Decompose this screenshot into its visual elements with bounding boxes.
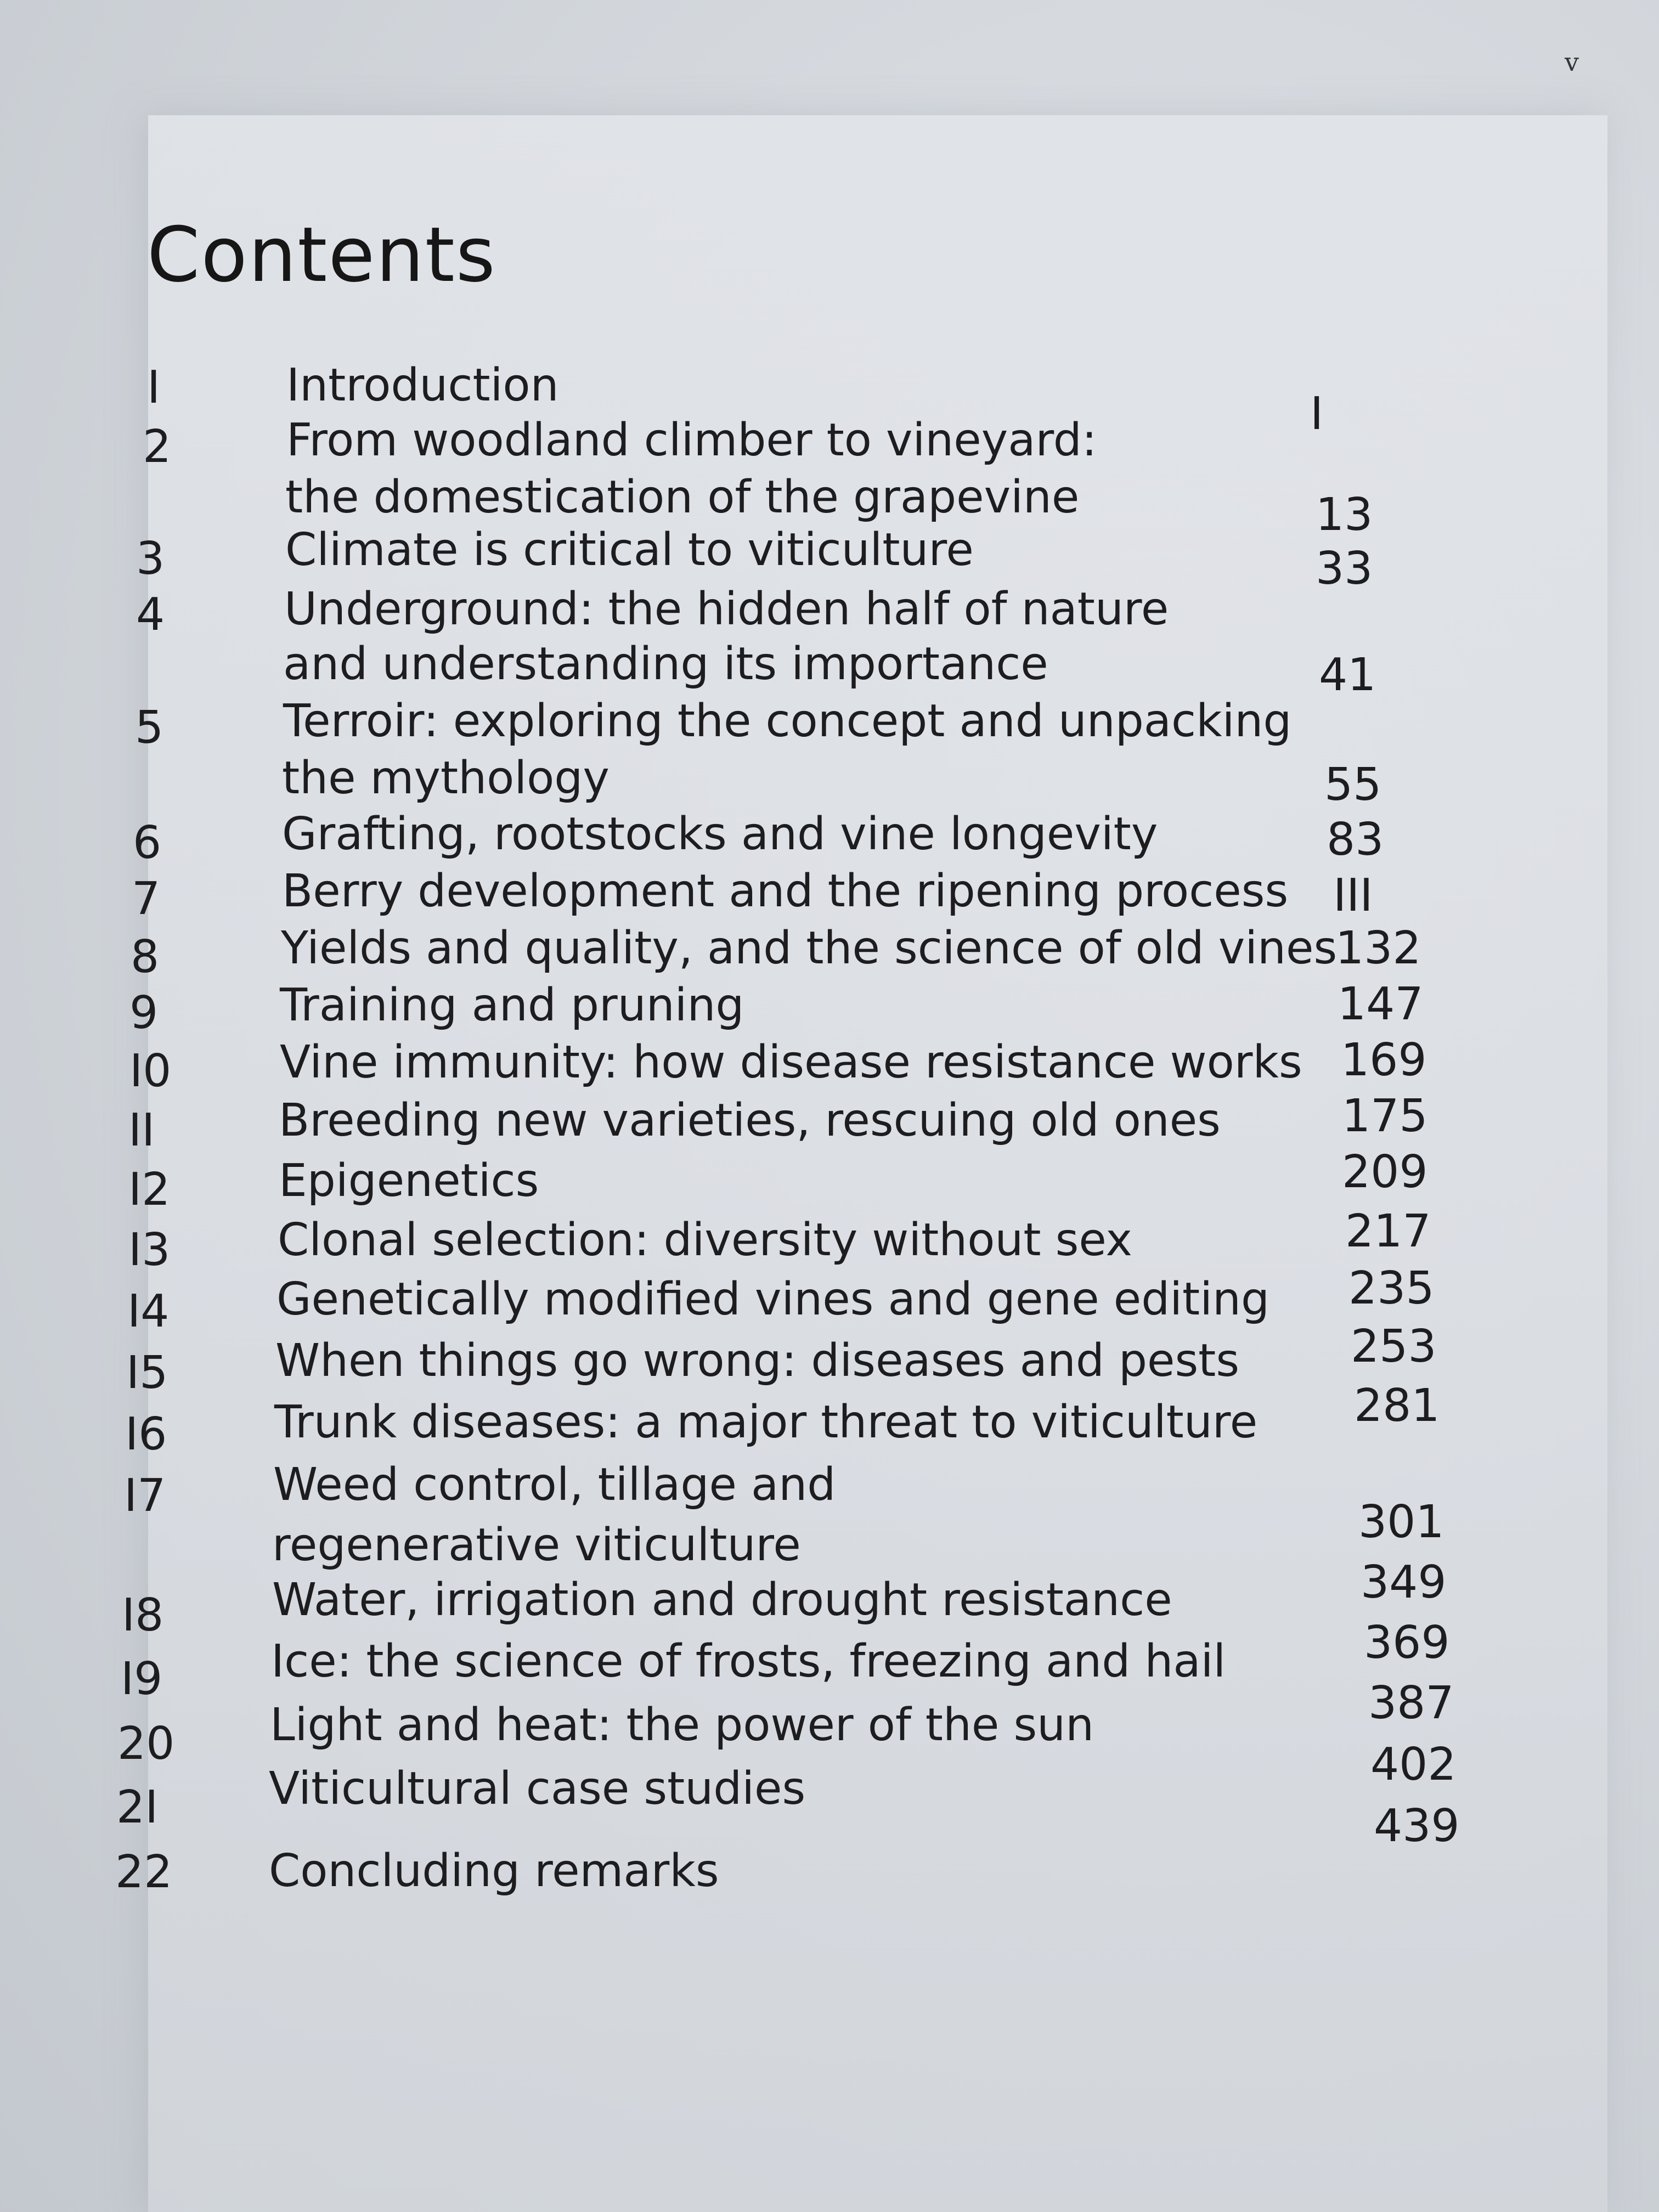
chapter-title: Underground: the hidden half of nature — [284, 583, 1169, 635]
chapter-number: 20 — [117, 1718, 175, 1770]
chapter-number: 2 — [143, 421, 172, 473]
chapter-number: 7 — [132, 873, 161, 925]
chapter-title: When things go wrong: diseases and pests — [275, 1335, 1240, 1387]
chapter-number: I2 — [128, 1164, 171, 1216]
chapter-title-continuation: the domestication of the grapevine — [285, 471, 1080, 523]
chapter-title: Ice: the science of frosts, freezing and hail — [271, 1635, 1226, 1688]
chapter-number: 3 — [136, 533, 165, 585]
page-reference: 349 — [1361, 1556, 1447, 1609]
chapter-title: From woodland climber to vineyard: — [286, 414, 1097, 466]
page-reference: 175 — [1342, 1090, 1428, 1142]
chapter-title: Genetically modified vines and gene editing — [276, 1273, 1270, 1325]
chapter-number: I3 — [128, 1224, 171, 1276]
chapter-number: I6 — [125, 1408, 167, 1460]
chapter-title: Introduction — [286, 359, 559, 411]
page-reference: 281 — [1354, 1380, 1440, 1432]
page-reference: 169 — [1341, 1034, 1427, 1086]
page-title: Contents — [147, 211, 496, 299]
page-reference: 209 — [1342, 1146, 1428, 1198]
chapter-title: Berry development and the ripening process — [282, 865, 1289, 917]
page-reference: 235 — [1348, 1262, 1435, 1314]
chapter-number: I — [147, 362, 161, 414]
chapter-title: Weed control, tillage and — [273, 1459, 836, 1511]
chapter-title: Viticultural case studies — [269, 1763, 806, 1815]
page-reference: 217 — [1345, 1205, 1431, 1257]
page-reference: 402 — [1370, 1739, 1457, 1791]
page-reference: 33 — [1316, 543, 1373, 595]
chapter-title: Light and heat: the power of the sun — [270, 1699, 1094, 1751]
page-reference: 83 — [1327, 814, 1384, 866]
chapter-number: 22 — [115, 1846, 173, 1898]
chapter-title: Epigenetics — [279, 1155, 539, 1207]
chapter-title: Yields and quality, and the science of old vines — [281, 922, 1338, 974]
chapter-number: 2I — [116, 1781, 159, 1833]
chapter-title: Vine immunity: how disease resistance works — [280, 1036, 1302, 1088]
page-reference: 439 — [1374, 1800, 1460, 1852]
chapter-number: II — [128, 1104, 155, 1156]
chapter-title: Concluding remarks — [269, 1845, 719, 1897]
chapter-number: I0 — [129, 1045, 172, 1097]
page-reference: 387 — [1368, 1677, 1454, 1729]
page-reference: 132 — [1335, 922, 1421, 974]
page-reference: I — [1310, 388, 1324, 440]
page-number: v — [1565, 47, 1579, 77]
chapter-number: I7 — [124, 1470, 166, 1522]
page-reference: 13 — [1316, 489, 1373, 541]
chapter-title-continuation: the mythology — [282, 752, 610, 804]
chapter-title: Training and pruning — [280, 979, 744, 1031]
chapter-number: I8 — [122, 1589, 164, 1641]
page-reference: 369 — [1364, 1617, 1450, 1669]
chapter-title-continuation: regenerative viticulture — [272, 1519, 801, 1571]
chapter-title: Clonal selection: diversity without sex — [278, 1214, 1132, 1266]
chapter-number: 9 — [129, 987, 159, 1039]
chapter-title: Terroir: exploring the concept and unpacking — [283, 695, 1292, 747]
chapter-title: Grafting, rootstocks and vine longevity — [282, 808, 1158, 860]
chapter-number: 5 — [135, 702, 164, 754]
page-reference: 147 — [1338, 978, 1424, 1030]
chapter-number: 4 — [136, 589, 165, 641]
chapter-title: Climate is critical to viticulture — [285, 524, 974, 576]
chapter-title-continuation: and understanding its importance — [283, 638, 1048, 690]
chapter-number: I5 — [126, 1347, 168, 1399]
chapter-number: I9 — [121, 1653, 163, 1705]
chapter-number: I4 — [127, 1285, 170, 1338]
chapter-title: Breeding new varieties, rescuing old ones — [279, 1094, 1221, 1147]
chapter-number: 8 — [131, 931, 160, 983]
chapter-title: Water, irrigation and drought resistance — [272, 1574, 1172, 1626]
page-reference: 55 — [1324, 759, 1382, 811]
page-reference: 41 — [1319, 649, 1376, 701]
page-reference: 301 — [1358, 1496, 1444, 1548]
page-reference: III — [1333, 870, 1373, 922]
page-reference: 253 — [1351, 1321, 1437, 1373]
chapter-title: Trunk diseases: a major threat to viticulture — [274, 1396, 1258, 1448]
chapter-number: 6 — [133, 817, 162, 869]
